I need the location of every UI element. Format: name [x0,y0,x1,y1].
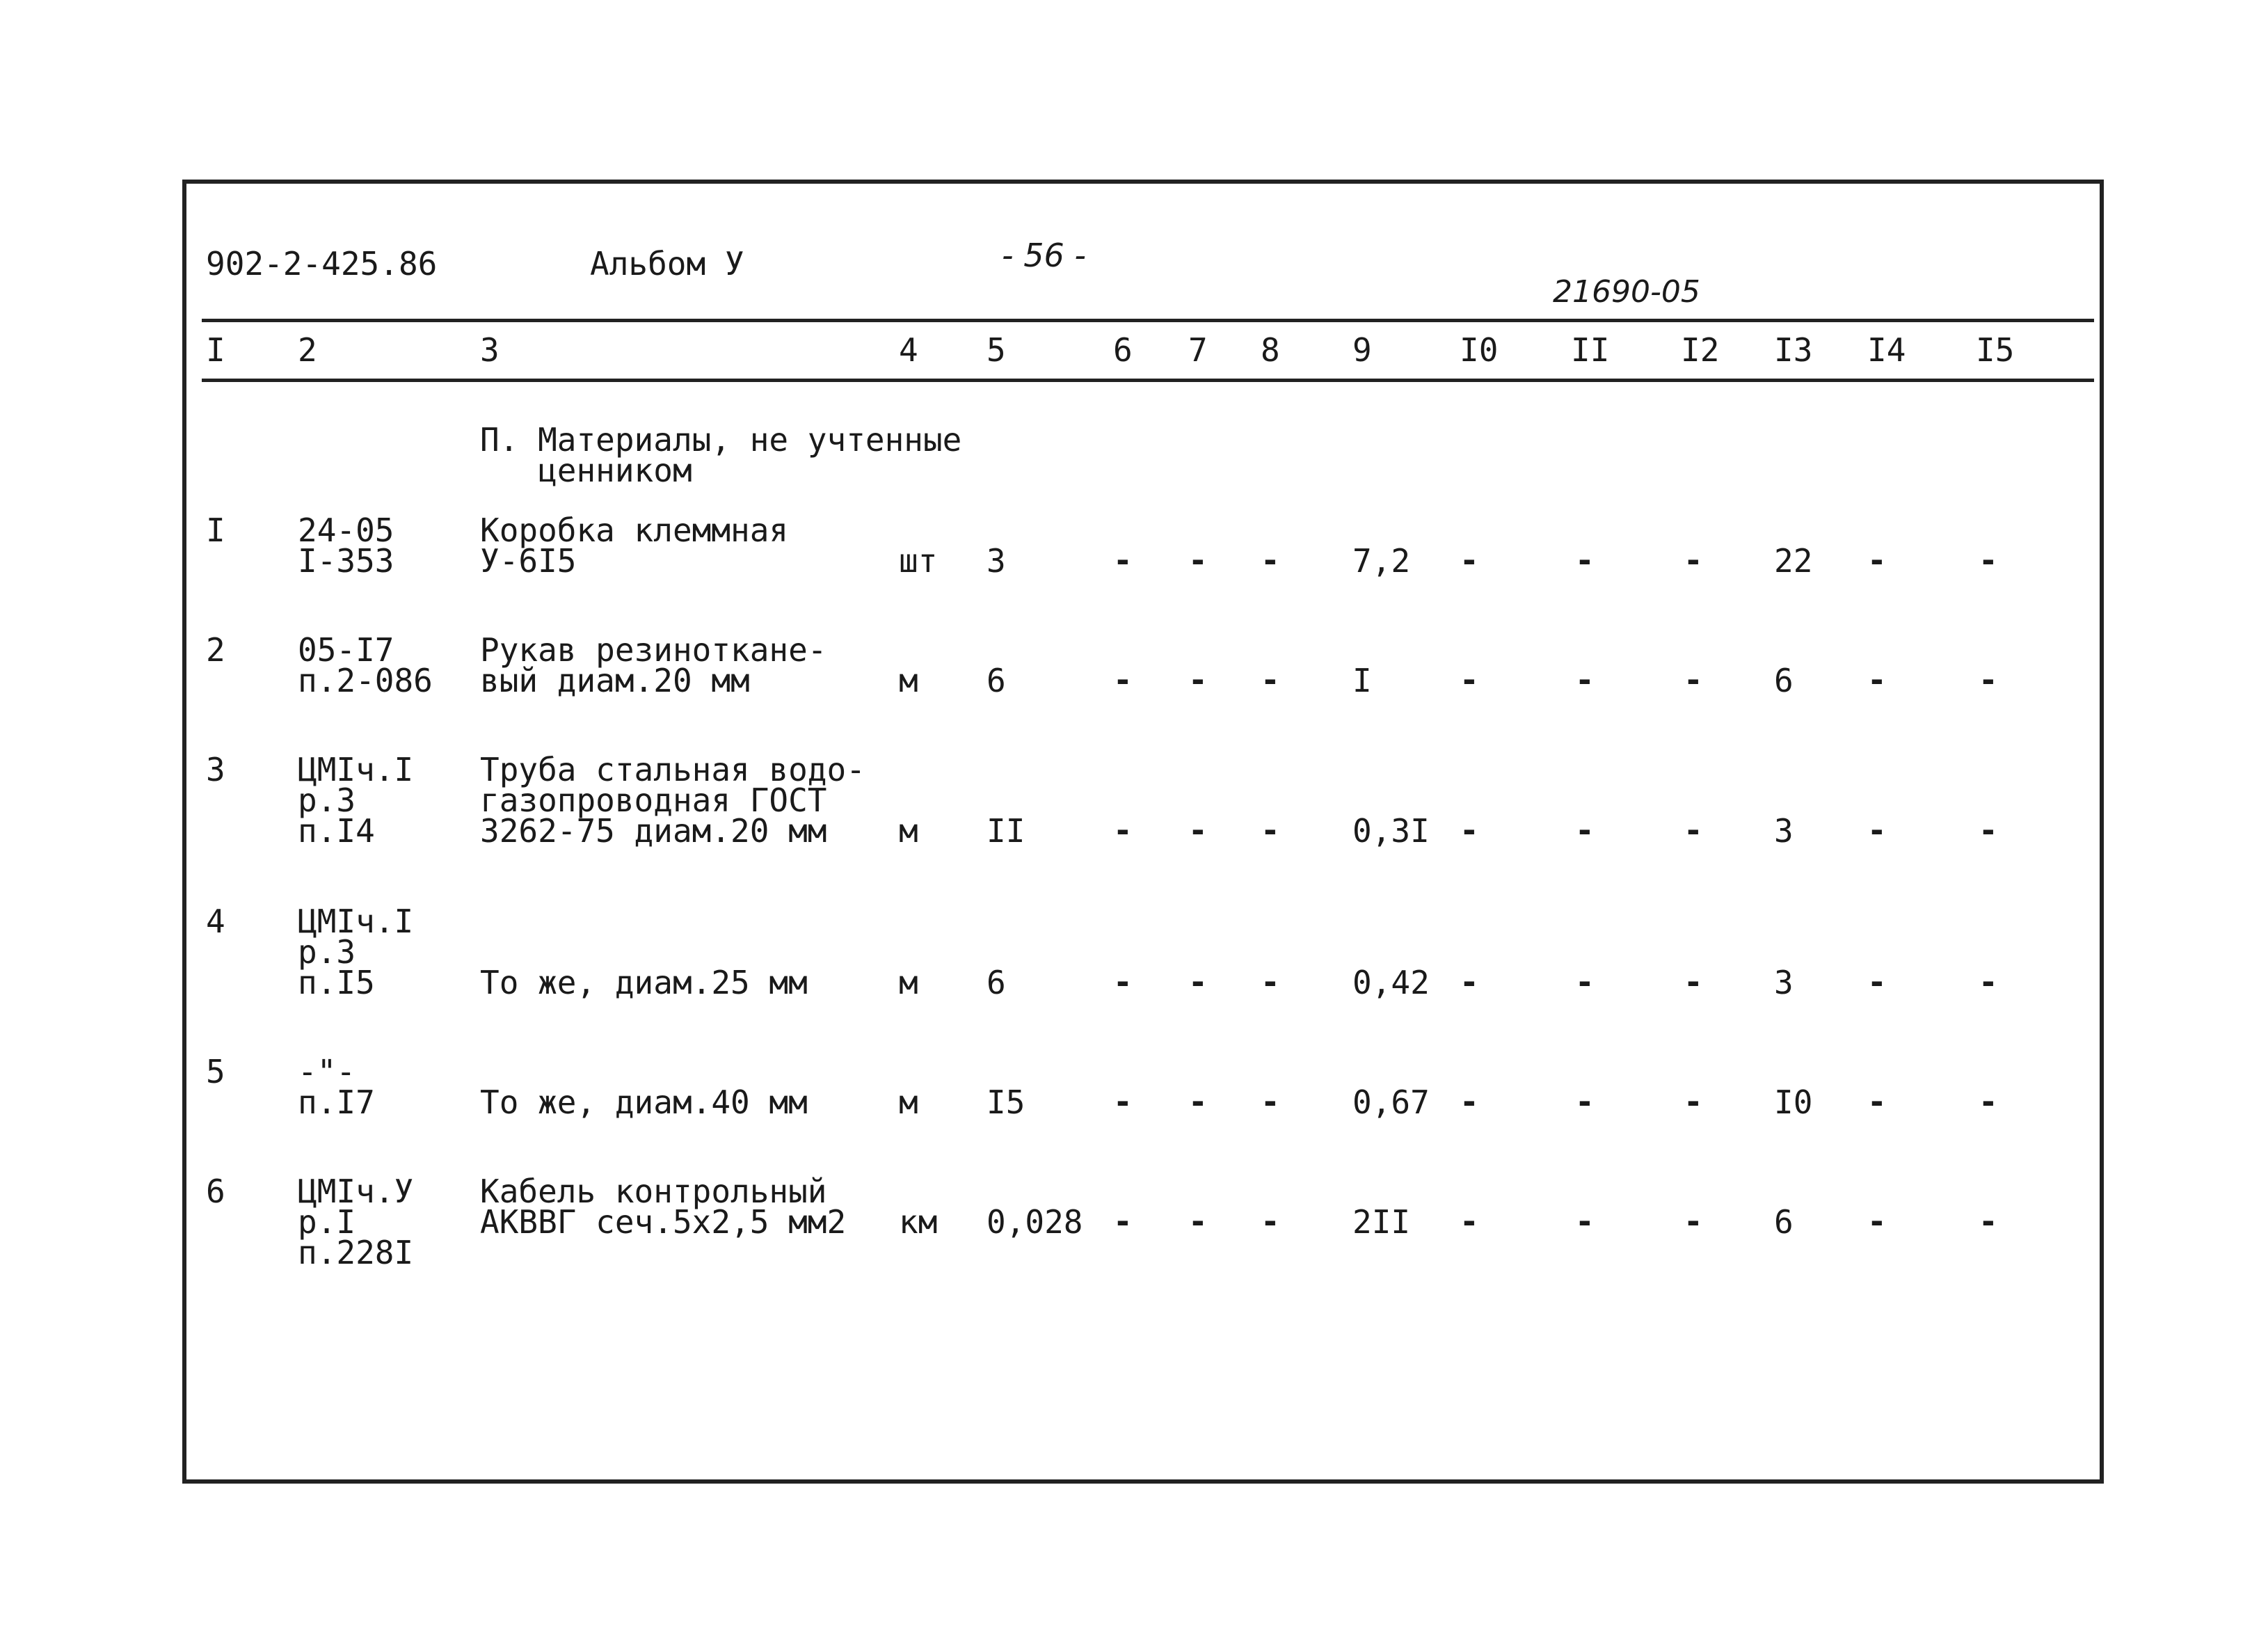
col-header-10: I0 [1460,331,1499,369]
row-3-c8: - [1261,811,1280,849]
row-6-c14: - [1867,1202,1887,1240]
row-3-code: ЦМIч.I р.3 п.I4 [298,751,414,850]
row-3-c7: - [1188,811,1208,849]
row-2-unit: м [899,662,918,699]
row-1-c14: - [1867,541,1887,579]
row-4-c13: 3 [1774,964,1794,1001]
document-number: 902-2-425.86 [206,245,438,283]
row-6-name: Кабель контрольный АКВВГ сеч.5х2,5 мм2 [480,1173,847,1241]
row-2-c11: - [1575,661,1595,699]
row-1-c13: 22 [1774,542,1813,580]
row-4-qty: 6 [987,964,1006,1001]
row-5-c6: - [1113,1083,1133,1120]
page-frame [182,180,2104,1484]
col-header-11: II [1571,331,1610,369]
row-6-c9: 2II [1352,1203,1411,1241]
row-5-c13: I0 [1774,1083,1813,1121]
row-2-c15: - [1979,661,1998,699]
row-4-c12: - [1684,963,1703,1001]
col-header-6: 6 [1113,331,1133,369]
row-4-code: ЦМIч.I р.3 п.I5 [298,903,414,1001]
row-1-name: Коробка клеммная У-6I5 [480,511,789,580]
row-3-c10: - [1460,811,1479,849]
row-6-number: 6 [206,1173,225,1210]
row-1-c6: - [1113,541,1133,579]
row-6-c13: 6 [1774,1203,1794,1241]
row-1-c12: - [1684,541,1703,579]
row-5-c15: - [1979,1083,1998,1120]
row-3-qty: II [987,812,1025,850]
row-6-c11: - [1575,1202,1595,1240]
row-1-c8: - [1261,541,1280,579]
row-6-c10: - [1460,1202,1479,1240]
col-header-12: I2 [1681,331,1720,369]
row-3-c12: - [1684,811,1703,849]
row-6-c12: - [1684,1202,1703,1240]
col-header-1: I [206,331,225,369]
row-4-c7: - [1188,963,1208,1001]
col-header-9: 9 [1352,331,1372,369]
row-5-qty: I5 [987,1083,1025,1121]
row-2-c6: - [1113,661,1133,699]
row-2-c12: - [1684,661,1703,699]
row-5-c9: 0,67 [1352,1083,1430,1121]
row-2-qty: 6 [987,662,1006,699]
row-3-c11: - [1575,811,1595,849]
row-5-number: 5 [206,1053,225,1090]
row-6-code: ЦМIч.У р.I п.228I [298,1173,414,1271]
row-1-c9: 7,2 [1352,542,1411,580]
row-4-c8: - [1261,963,1280,1001]
row-2-c13: 6 [1774,662,1794,699]
col-header-15: I5 [1976,331,2015,369]
row-1-code: 24-05 I-353 [298,511,394,580]
col-header-13: I3 [1774,331,1813,369]
project-code: 21690-05 [1553,274,1700,310]
row-3-c9: 0,3I [1352,812,1430,850]
page-number: - 56 - [1002,237,1086,274]
row-1-c10: - [1460,541,1479,579]
row-6-c8: - [1261,1202,1280,1240]
section-title: П. Материалы, не учтенные ценником [480,421,962,489]
col-header-3: 3 [480,331,500,369]
row-4-c11: - [1575,963,1595,1001]
row-4-name: То же, диам.25 мм [480,964,808,1001]
row-5-c12: - [1684,1083,1703,1120]
col-header-4: 4 [899,331,918,369]
row-2-name: Рукав резиноткане- вый диам.20 мм [480,631,827,699]
row-2-number: 2 [206,631,225,669]
row-2-c10: - [1460,661,1479,699]
row-1-c7: - [1188,541,1208,579]
row-4-unit: м [899,964,918,1001]
row-1-c11: - [1575,541,1595,579]
row-2-c9: I [1352,662,1372,699]
col-header-2: 2 [298,331,317,369]
row-5-c14: - [1867,1083,1887,1120]
row-4-c6: - [1113,963,1133,1001]
row-1-number: I [206,511,225,549]
row-3-name: Труба стальная водо- газопроводная ГОСТ 3262-75 диам.20 мм [480,751,865,850]
row-4-c14: - [1867,963,1887,1001]
row-1-qty: 3 [987,542,1006,580]
row-4-c9: 0,42 [1352,964,1430,1001]
row-5-unit: м [899,1083,918,1121]
row-6-c6: - [1113,1202,1133,1240]
row-2-c8: - [1261,661,1280,699]
row-3-c13: 3 [1774,812,1794,850]
col-header-14: I4 [1867,331,1906,369]
row-5-c8: - [1261,1083,1280,1120]
row-6-c15: - [1979,1202,1998,1240]
row-4-number: 4 [206,903,225,940]
row-6-c7: - [1188,1202,1208,1240]
row-5-c11: - [1575,1083,1595,1120]
row-1-unit: шт [899,542,938,580]
row-3-c14: - [1867,811,1887,849]
album-label: Альбом У [590,245,744,283]
row-2-c7: - [1188,661,1208,699]
row-1-c15: - [1979,541,1998,579]
row-5-c10: - [1460,1083,1479,1120]
row-3-number: 3 [206,751,225,788]
header-top-rule [202,319,2094,322]
col-header-8: 8 [1261,331,1280,369]
row-4-c10: - [1460,963,1479,1001]
row-5-name: То же, диам.40 мм [480,1083,808,1121]
header-bottom-rule [202,379,2094,382]
row-3-unit: м [899,812,918,850]
row-3-c15: - [1979,811,1998,849]
row-3-c6: - [1113,811,1133,849]
row-5-code: -"- п.I7 [298,1053,375,1121]
col-header-5: 5 [987,331,1006,369]
row-5-c7: - [1188,1083,1208,1120]
row-6-unit: км [899,1203,938,1241]
row-2-c14: - [1867,661,1887,699]
col-header-7: 7 [1188,331,1208,369]
row-2-code: 05-I7 п.2-086 [298,631,433,699]
row-6-qty: 0,028 [987,1203,1083,1241]
row-4-c15: - [1979,963,1998,1001]
